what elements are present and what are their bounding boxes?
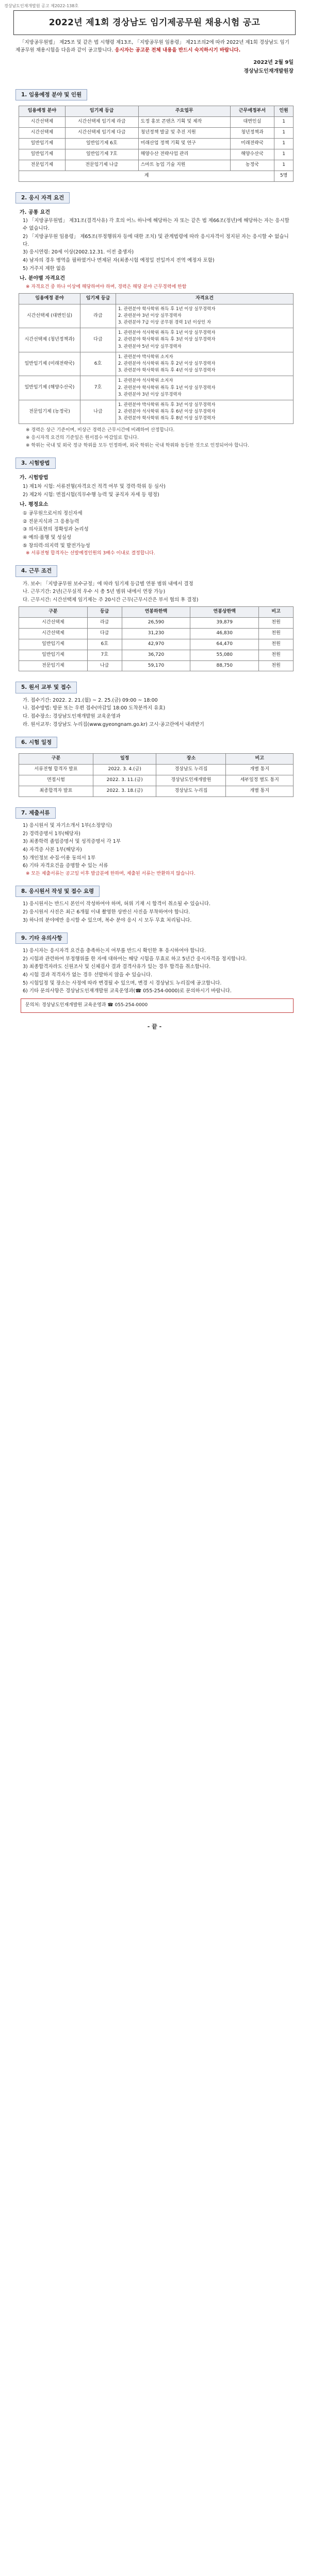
table-cell: 다급 (80, 328, 116, 352)
table-cell: 64,470 (190, 639, 259, 650)
table-row (19, 138, 294, 149)
s3-item: 2) 제2차 시험: 면접시험(직무수행 능력 및 공직자 자세 등 평정) (23, 492, 159, 498)
table-cell: 26,590 (122, 617, 190, 628)
s3-sub-a: 가. 시험방법 (20, 475, 48, 481)
s4-item: 다. 근무시간: 시간선택제 임기제는 주 20시간 근무(근무시간은 부서 협의 후 결정) (23, 597, 199, 603)
table-cell: 전문임기제 나급 (65, 160, 138, 171)
table-header: 비고 (226, 753, 294, 764)
table-cell: 청년정책 발굴 및 추진 지원 (138, 127, 230, 138)
table-cell: 일반임기제 (19, 650, 88, 660)
s9-item: 3) 최종합격자라도 신원조사 및 신체검사 결과 결격사유가 있는 경우 합격을 취소합니다. (23, 964, 211, 970)
table-cell: 1 (274, 116, 294, 127)
table-cell: 개별 통지 (226, 764, 294, 775)
section-6-title: 6. 시험 일정 (15, 737, 57, 748)
table-cell: 스마트 농업 기술 지원 (138, 160, 230, 171)
s8-item: 3) 하나의 분야에만 응시할 수 있으며, 복수 분야 응시 시 모두 무효 처리됩니다. (23, 917, 192, 923)
table-cell: 일반임기제 7호 (65, 149, 138, 160)
table-cell: 서류전형 합격자 발표 (19, 764, 93, 775)
table-cell: 시간선택제 (19, 628, 88, 639)
table-cell: 대변인실 (230, 116, 274, 127)
section-2-title: 2. 응시 자격 요건 (15, 192, 70, 204)
table-cell: 시간선택제 (19, 617, 88, 628)
table-cell: 31,230 (122, 628, 190, 639)
salary-table (19, 606, 294, 672)
table-header: 비고 (259, 606, 294, 617)
s3-criterion: ② 전문지식과 그 응용능력 (23, 518, 79, 524)
table-cell: 개별 통지 (226, 786, 294, 796)
table-cell: 라급 (87, 617, 122, 628)
s2-sub-a: 가. 공통 요건 (20, 209, 51, 215)
table-header: 구분 (19, 606, 88, 617)
table-cell: 6호 (80, 352, 116, 376)
s7-item: 5) 개인정보 수집·이용 동의서 1부 (23, 855, 96, 861)
s7-item: 6) 기타 자격요건을 증명할 수 있는 서류 (23, 863, 108, 869)
s2-bottom-note: ※ 응시자격 요건의 기준일은 원서접수 마감일로 합니다. (26, 435, 139, 441)
section-5-title: 5. 원서 교부 및 접수 (15, 682, 77, 693)
table-cell: 시간선택제 임기제 라급 (65, 116, 138, 127)
announce-date: 2022년 2월 9일 (253, 59, 294, 65)
table-row (19, 116, 294, 127)
table-header: 주요업무 (138, 106, 230, 117)
table-cell: 천원 (259, 617, 294, 628)
s3-criterion: ⑤ 창의력·의지력 및 발전가능성 (23, 543, 90, 549)
table-cell: 1. 관련분야 학사학위 취득 후 1년 이상 실무경력자 2. 관련분야 3년 이상 실무경력자 3. 관련분야 7급 이상 공무원 경력 1년 이상인 자 (116, 304, 294, 328)
s2-note: ※ 자격요건 중 하나 이상에 해당하여야 하며, 경력은 해당 분야 근무경력에 한함 (26, 284, 187, 290)
contact-box: 문의처: 경상남도인재개발원 교육운영과 ☎ 055-254-0000 (21, 998, 294, 1013)
positions-table (19, 106, 294, 182)
table-row (19, 650, 294, 660)
table-cell: 36,720 (122, 650, 190, 660)
s2-bottom-note: ※ 학위는 국내 및 외국 정규 학위를 모두 인정하며, 외국 학위는 국내 학위와 동등한 것으로 인정되어야 합니다. (26, 443, 249, 449)
intro-body: 「지방공무원법」 제25조 및 같은 법 시행령 제13조, 「지방공무원 임용령」 제21조의2에 따라 2022년 제1회 경상남도 임기제공무원 채용시험을 다음과 같이 공고합니다. (15, 40, 289, 54)
table-cell: 세부일정 별도 통지 (226, 775, 294, 786)
total-value: 5명 (274, 171, 294, 181)
table-row (19, 149, 294, 160)
table-cell: 천원 (259, 639, 294, 650)
table-header: 자격요건 (116, 293, 294, 304)
table-cell: 전문임기제 (농정국) (19, 400, 80, 424)
table-cell: 미래전략국 (230, 138, 274, 149)
announce-org: 경상남도인재개발원장 (243, 69, 294, 75)
table-cell: 1 (274, 127, 294, 138)
table-header: 인원 (274, 106, 294, 117)
section-3-title: 3. 시험방법 (15, 457, 56, 469)
table-cell: 1 (274, 160, 294, 171)
table-cell: 2022. 3. 4.(금) (93, 764, 156, 775)
s5-item: 나. 접수방법: 방문 또는 우편 접수(마감일 18:00 도착분까지 유효) (23, 705, 166, 711)
table-cell: 시간선택제 (대변인실) (19, 304, 80, 328)
table-cell: 전문임기제 (19, 160, 66, 171)
table-header: 구분 (19, 753, 93, 764)
table-header: 근무예정부서 (230, 106, 274, 117)
intro-text (15, 39, 294, 54)
s5-item: 라. 원서교부: 경상남도 누리집(www.gyeongnam.go.kr) 고시·공고란에서 내려받기 (23, 721, 204, 727)
table-row (19, 328, 294, 352)
s8-item: 1) 응시원서는 반드시 본인이 작성하여야 하며, 허위 기재 시 합격이 취소될 수 있습니다. (23, 901, 211, 907)
s3-criterion: ① 공무원으로서의 정신자세 (23, 510, 83, 516)
s2-bottom-note: ※ 경력은 상근 기준이며, 비상근 경력은 근무시간에 비례하여 산정합니다. (26, 428, 175, 433)
table-header: 임기제 등급 (80, 293, 116, 304)
s5-item: 가. 접수기간: 2022. 2. 21.(월) ~ 2. 25.(금) 09:00 ~ 18:00 (23, 697, 158, 703)
section-4-title: 4. 근무 조건 (15, 565, 57, 577)
table-cell: 시간선택제 (19, 116, 66, 127)
table-cell: 시간선택제 임기제 다급 (65, 127, 138, 138)
table-cell: 천원 (259, 628, 294, 639)
table-cell: 일반임기제 (19, 639, 88, 650)
table-row (19, 660, 294, 671)
table-cell: 6호 (87, 639, 122, 650)
table-cell: 42,970 (122, 639, 190, 650)
table-cell: 일반임기제 (19, 138, 66, 149)
table-cell: 경상남도인재개발원 (156, 775, 226, 786)
table-cell: 7호 (87, 650, 122, 660)
s9-item: 4) 시험 결과 적격자가 없는 경우 선발하지 않을 수 있습니다. (23, 972, 153, 978)
table-cell: 55,080 (190, 650, 259, 660)
table-cell: 다급 (87, 628, 122, 639)
table-cell: 일반임기제 6호 (65, 138, 138, 149)
section-1-title: 1. 임용예정 분야 및 인원 (15, 89, 87, 100)
table-cell: 전문임기제 (19, 660, 88, 671)
table-header: 연봉하한액 (122, 606, 190, 617)
table-cell: 미래산업 정책 기획 및 연구 (138, 138, 230, 149)
title-box (13, 10, 296, 35)
table-header-row (19, 106, 294, 117)
s9-item: 6) 기타 문의사항은 경상남도인재개발원 교육운영과(☎ 055-254-0000)로 문의하시기 바랍니다. (23, 988, 232, 994)
schedule-table (19, 753, 294, 797)
table-cell: 시간선택제 (19, 127, 66, 138)
s7-item: 4) 자격증 사본 1부(해당자) (23, 847, 82, 853)
section-8-title: 8. 응시원서 작성 및 접수 요령 (15, 886, 100, 897)
table-header: 등급 (87, 606, 122, 617)
table-cell: 1. 관련분야 박사학위 소지자 2. 관련분야 석사학위 취득 후 2년 이상 실무경력자 3. 관련분야 학사학위 취득 후 4년 이상 실무경력자 (116, 352, 294, 376)
table-header: 연봉상한액 (190, 606, 259, 617)
table-row (19, 786, 294, 796)
s7-item: 1) 응시원서 및 자기소개서 1부(소정양식) (23, 822, 112, 828)
table-cell: 일반임기제 (19, 149, 66, 160)
table-cell: 1 (274, 149, 294, 160)
table-cell: 면접시험 (19, 775, 93, 786)
table-row (19, 400, 294, 424)
s4-item: 가. 보수: 「지방공무원 보수규정」에 따라 임기제 등급별 연봉 범위 내에서 결정 (23, 581, 193, 587)
intro-emphasis: 응시자는 공고문 전체 내용을 반드시 숙지하시기 바랍니다. (115, 47, 241, 54)
qualification-table (19, 293, 294, 425)
table-cell: 경상남도 누리집 (156, 786, 226, 796)
s5-item: 다. 접수장소: 경상남도인재개발원 교육운영과 (23, 714, 121, 720)
table-cell: 1. 관련분야 석사학위 소지자 2. 관련분야 학사학위 취득 후 1년 이상 실무경력자 3. 관련분야 3년 이상 실무경력자 (116, 376, 294, 400)
table-total-row (19, 171, 294, 181)
table-header: 일정 (93, 753, 156, 764)
s2-item: 5) 거주지 제한 없음 (23, 265, 66, 272)
table-cell: 나급 (87, 660, 122, 671)
table-header-row (19, 293, 294, 304)
s3-criterion: ③ 의사표현의 정확성과 논리성 (23, 527, 89, 533)
s3-sub-b: 나. 평정요소 (20, 502, 48, 508)
s7-item: 3) 최종학력 졸업증명서 및 성적증명서 각 1부 (23, 839, 121, 845)
s3-note: ※ 서류전형 합격자는 선발예정인원의 3배수 이내로 결정합니다. (26, 551, 155, 556)
s9-item: 1) 응시자는 응시자격 요건을 충족하는지 여부를 반드시 확인한 후 응시하여야 합니다. (23, 947, 206, 954)
document-code: 경상남도인재개발원 공고 제2022-138호 (4, 4, 79, 8)
table-header: 임용예정 분야 (19, 106, 66, 117)
table-header: 장소 (156, 753, 226, 764)
table-row (19, 376, 294, 400)
section-7-title: 7. 제출서류 (15, 807, 56, 819)
table-cell: 1. 관련분야 석사학위 취득 후 1년 이상 실무경력자 2. 관련분야 학사학위 취득 후 3년 이상 실무경력자 3. 관련분야 5년 이상 실무경력자 (116, 328, 294, 352)
s3-item: 1) 제1차 시험: 서류전형(자격요건 적격 여부 및 경력·학위 등 심사) (23, 483, 166, 489)
table-cell: 해양수산 전략사업 관리 (138, 149, 230, 160)
table-cell: 해양수산국 (230, 149, 274, 160)
page-title: 2022년 제1회 경상남도 임기제공무원 채용시험 공고 (48, 18, 261, 28)
table-cell: 46,830 (190, 628, 259, 639)
table-row (19, 639, 294, 650)
s2-item: 4) 남자의 경우 병역을 필하였거나 면제된 자(최종시험 예정일 전일까지 전역 예정자 포함) (23, 257, 215, 263)
s7-item: 2) 경력증명서 1부(해당자) (23, 831, 80, 837)
s4-item: 나. 근무기간: 2년(근무실적 우수 시 총 5년 범위 내에서 연장 가능) (23, 589, 166, 595)
end-marker: - 끝 - (147, 1023, 162, 1030)
table-cell: 2022. 3. 11.(금) (93, 775, 156, 786)
table-cell: 7호 (80, 376, 116, 400)
s2-item: 3) 응시연령: 20세 이상(2002.12.31. 이전 출생자) (23, 249, 134, 256)
table-cell: 1 (274, 138, 294, 149)
table-row (19, 352, 294, 376)
table-row (19, 775, 294, 786)
table-cell: 청년정책과 (230, 127, 274, 138)
table-cell: 라급 (80, 304, 116, 328)
table-cell: 일반임기제 (해양수산국) (19, 376, 80, 400)
table-header-row (19, 753, 294, 764)
table-row (19, 617, 294, 628)
table-cell: 경상남도 누리집 (156, 764, 226, 775)
section-9-title: 9. 기타 유의사항 (15, 933, 68, 944)
s2-item: 2) 「지방공무원 임용령」 제65조(부정행위자 등에 대한 조치) 및 관계법령에 따라 응시자격이 정지된 자는 응시할 수 없습니다. (23, 233, 289, 247)
table-cell: 1. 관련분야 박사학위 취득 후 3년 이상 실무경력자 2. 관련분야 석사학위 취득 후 6년 이상 실무경력자 3. 관련분야 학사학위 취득 후 8년 이상 실무경력자 (116, 400, 294, 424)
table-cell: 59,170 (122, 660, 190, 671)
total-label: 계 (19, 171, 274, 181)
table-row (19, 304, 294, 328)
table-cell: 천원 (259, 650, 294, 660)
s9-item: 5) 시험일정 및 장소는 사정에 따라 변경될 수 있으며, 변경 시 경상남도 누리집에 공고합니다. (23, 980, 222, 986)
table-row (19, 127, 294, 138)
table-cell: 천원 (259, 660, 294, 671)
s2-item: 1) 「지방공무원법」 제31조(결격사유) 각 호의 어느 하나에 해당하는 자 또는 같은 법 제66조(정년)에 해당하는 자는 응시할 수 없습니다. (23, 218, 289, 232)
table-cell: 시간선택제 (청년정책과) (19, 328, 80, 352)
document-page (0, 0, 309, 1046)
s8-item: 2) 응시원서 사진은 최근 6개월 이내 촬영한 상반신 사진을 부착하여야 합니다. (23, 909, 190, 916)
table-row (19, 160, 294, 171)
table-cell: 88,750 (190, 660, 259, 671)
s9-item: 2) 시험과 관련하여 부정행위를 한 자에 대하여는 해당 시험을 무효로 하고 5년간 응시자격을 정지합니다. (23, 956, 247, 962)
table-cell: 나급 (80, 400, 116, 424)
table-cell: 도정 홍보 콘텐츠 기획 및 제작 (138, 116, 230, 127)
s3-criterion: ④ 예의·품행 및 성실성 (23, 535, 72, 541)
table-cell: 최종합격자 발표 (19, 786, 93, 796)
table-cell: 39,879 (190, 617, 259, 628)
s7-note: ※ 모든 제출서류는 공고일 이후 발급분에 한하며, 제출된 서류는 반환하지 않습니다. (26, 871, 196, 877)
table-header: 임기제 등급 (65, 106, 138, 117)
table-cell: 농정국 (230, 160, 274, 171)
table-cell: 일반임기제 (미래전략국) (19, 352, 80, 376)
table-header: 임용예정 분야 (19, 293, 80, 304)
table-header-row (19, 606, 294, 617)
table-row (19, 628, 294, 639)
s2-sub-b: 나. 분야별 자격요건 (20, 276, 66, 282)
table-row (19, 764, 294, 775)
table-cell: 2022. 3. 18.(금) (93, 786, 156, 796)
